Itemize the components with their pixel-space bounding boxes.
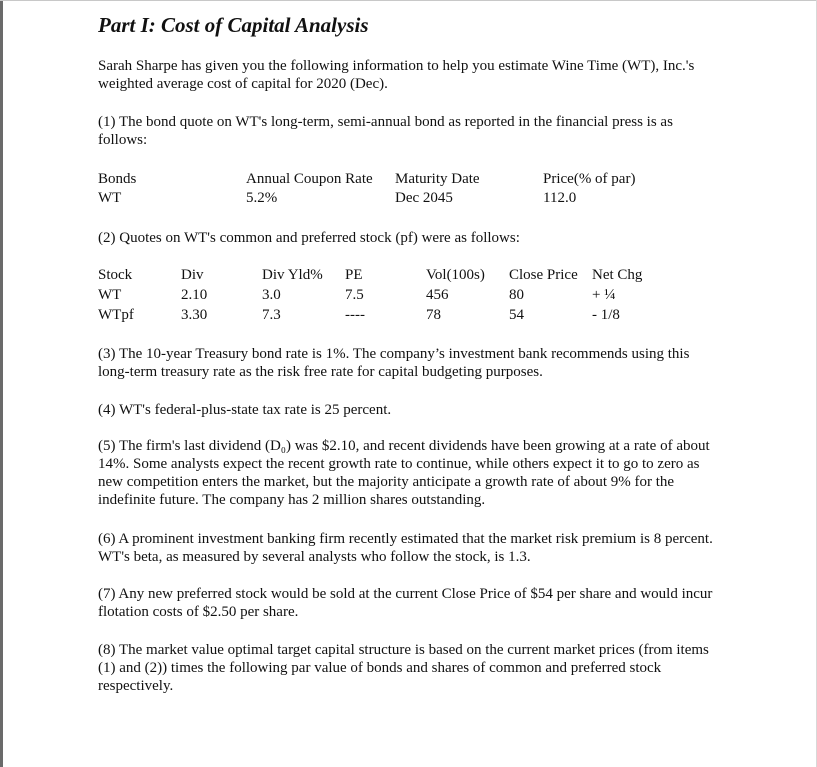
bond-header-price: Price(% of par) (543, 171, 636, 187)
stock-header-stock: Stock (98, 267, 133, 283)
stock-row-wt-divyld: 3.0 (262, 287, 281, 303)
page-top-border (0, 0, 817, 1)
intro-paragraph: Sarah Sharpe has given you the following information to help you estimate Wine Time (WT), Inc.'s weighted average cost of capital for 2020 (Dec). (98, 58, 695, 92)
bond-cell-name: WT (98, 190, 122, 206)
item-4-paragraph: (4) WT's federal-plus-state tax rate is 25 percent. (98, 402, 392, 418)
item-1-paragraph: (1) The bond quote on WT's long-term, semi-annual bond as reported in the financial press is as follows: (98, 114, 673, 148)
stock-row-wtpf-pe: ---- (345, 307, 365, 323)
item-3-paragraph: (3) The 10-year Treasury bond rate is 1%. The company’s investment bank recommends using this long-term treasury rate as the risk free rate for capital budgeting purposes. (98, 346, 690, 380)
stock-row-wt-pe: 7.5 (345, 287, 364, 303)
stock-row-wt-div: 2.10 (181, 287, 208, 303)
stock-header-div: Div (181, 267, 204, 283)
stock-row-wt-stock: WT (98, 287, 122, 303)
item-2-paragraph: (2) Quotes on WT's common and preferred stock (pf) were as follows: (98, 230, 520, 246)
stock-header-divyld: Div Yld% (262, 267, 323, 283)
page-left-border (0, 0, 3, 767)
stock-row-wtpf-vol: 78 (426, 307, 441, 323)
bond-header-coupon: Annual Coupon Rate (246, 171, 373, 187)
bond-header-maturity: Maturity Date (395, 171, 480, 187)
stock-header-netchg: Net Chg (592, 267, 643, 283)
bond-cell-coupon: 5.2% (246, 190, 278, 206)
item-5-paragraph: (5) The firm's last dividend (D₀) was $2.10, and recent dividends have been growing at a rate of about 14%. Some analysts expect the recent growth rate to continue, while others expect it to go to zero as new competition enters the market, but the majority anticipate a growth rate of about 9% for the indefinite future. The company has 2 million shares outstanding. (98, 438, 710, 508)
stock-row-wtpf-div: 3.30 (181, 307, 208, 323)
item-6-paragraph: (6) A prominent investment banking firm recently estimated that the market risk premium is 8 percent. WT's beta, as measured by several analysts who follow the stock, is 1.3. (98, 531, 713, 565)
page-title: Part I: Cost of Capital Analysis (98, 13, 369, 37)
bond-header-bonds: Bonds (98, 171, 137, 187)
item-7-paragraph: (7) Any new preferred stock would be sold at the current Close Price of $54 per share and would incur flotation costs of $2.50 per share. (98, 586, 713, 620)
stock-header-vol: Vol(100s) (426, 267, 485, 283)
stock-row-wtpf-netchg: - 1/8 (592, 307, 620, 323)
stock-row-wt-close: 80 (509, 287, 524, 303)
bond-cell-maturity: Dec 2045 (395, 190, 453, 206)
stock-header-pe: PE (345, 267, 363, 283)
bond-cell-price: 112.0 (543, 190, 577, 206)
stock-row-wt-vol: 456 (426, 287, 449, 303)
stock-row-wtpf-close: 54 (509, 307, 524, 323)
item-8-paragraph: (8) The market value optimal target capital structure is based on the current market prices (from items (1) and (2)) times the following par value of bonds and shares of common and preferred stock respectively. (98, 642, 709, 694)
stock-header-close: Close Price (509, 267, 578, 283)
stock-row-wtpf-stock: WTpf (98, 307, 134, 323)
stock-row-wtpf-divyld: 7.3 (262, 307, 281, 323)
stock-row-wt-netchg: + ¼ (592, 287, 616, 303)
